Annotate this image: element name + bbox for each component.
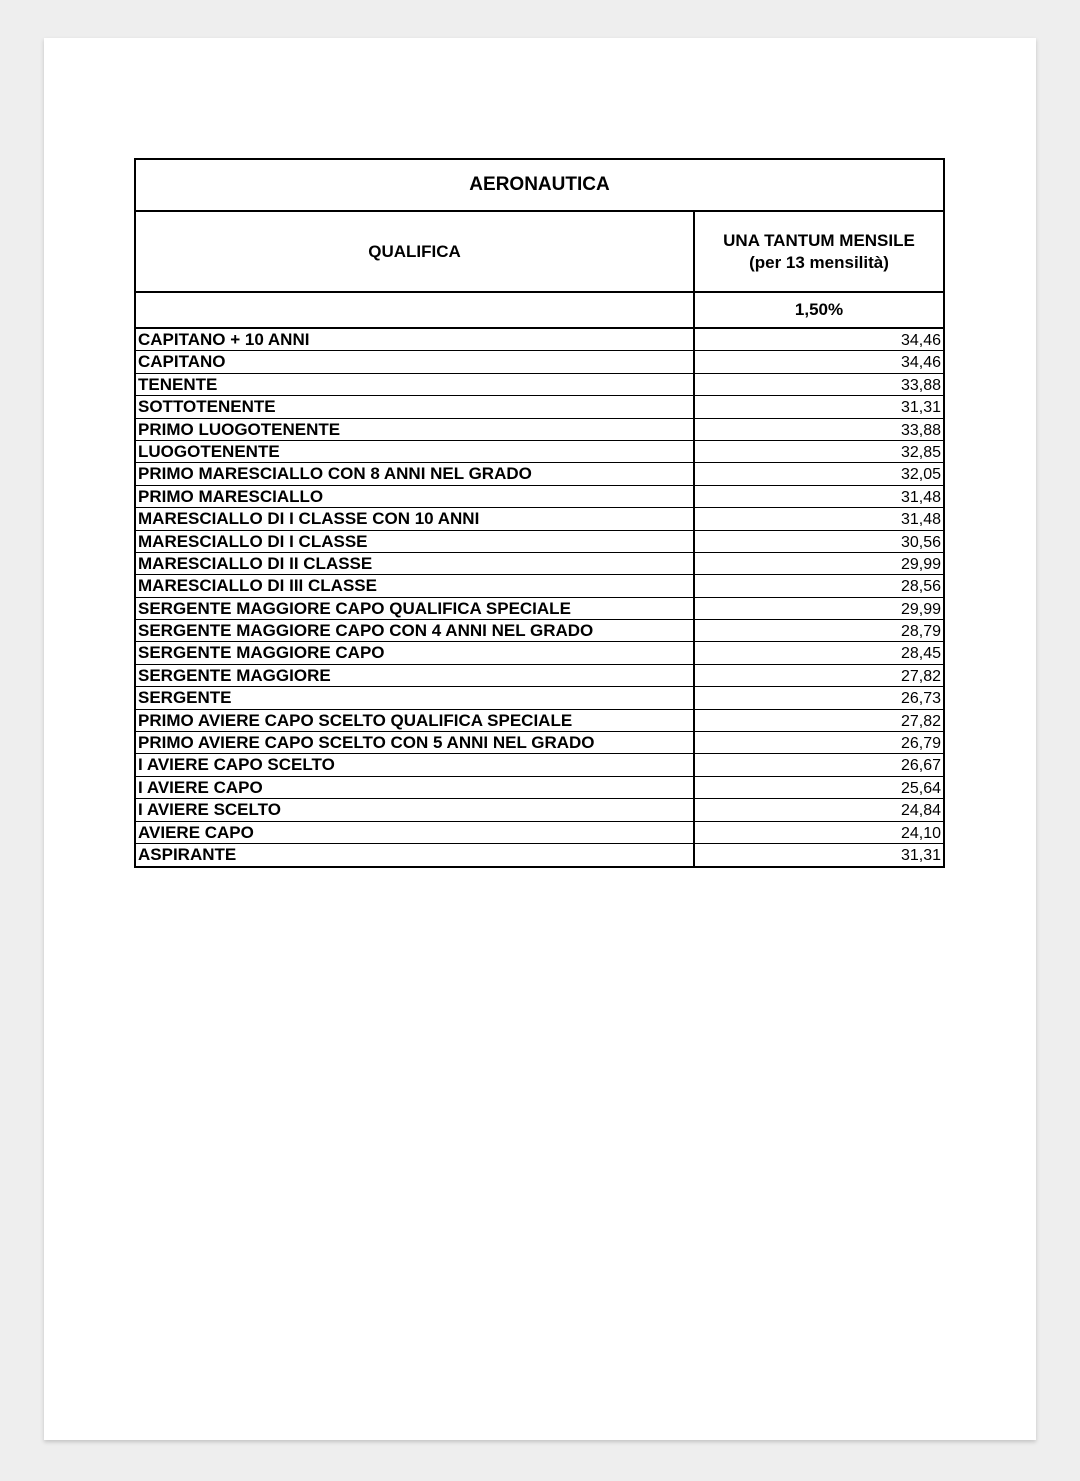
row-value: 31,31: [900, 399, 941, 417]
row-value: 28,45: [900, 645, 941, 663]
row-qualifica: PRIMO AVIERE CAPO SCELTO CON 5 ANNI NEL GRADO: [136, 732, 695, 753]
row-value: 29,99: [900, 555, 941, 573]
table-row: [136, 710, 943, 732]
row-qualifica: LUOGOTENENTE: [136, 441, 695, 462]
header-qualifica: QUALIFICA: [136, 212, 695, 291]
percentage-row-empty-cell: [136, 293, 695, 327]
row-qualifica: CAPITANO + 10 ANNI: [136, 329, 695, 350]
row-value: 33,88: [900, 421, 941, 439]
table-row: [136, 486, 943, 508]
row-qualifica: MARESCIALLO DI I CLASSE CON 10 ANNI: [136, 508, 695, 529]
row-qualifica: SERGENTE MAGGIORE: [136, 665, 695, 686]
row-value: 26,79: [900, 735, 941, 753]
table-row: [136, 351, 943, 373]
row-qualifica: ASPIRANTE: [136, 844, 695, 866]
row-value: 28,56: [900, 578, 941, 596]
row-value: 26,73: [900, 690, 941, 708]
row-qualifica: MARESCIALLO DI III CLASSE: [136, 575, 695, 596]
rank-table: [134, 158, 945, 868]
row-qualifica: SOTTOTENENTE: [136, 396, 695, 417]
table-row: [136, 799, 943, 821]
row-value: 31,48: [900, 488, 941, 506]
percentage-row: [136, 293, 943, 329]
table-row: [136, 441, 943, 463]
row-value: 34,46: [900, 332, 941, 349]
row-qualifica: PRIMO MARESCIALLO CON 8 ANNI NEL GRADO: [136, 463, 695, 484]
row-value: 26,67: [900, 757, 941, 775]
row-value: 31,31: [900, 846, 941, 864]
row-qualifica: MARESCIALLO DI II CLASSE: [136, 553, 695, 574]
table-row: [136, 329, 943, 351]
table-row: [136, 396, 943, 418]
table-row: [136, 844, 943, 866]
row-qualifica: PRIMO LUOGOTENENTE: [136, 419, 695, 440]
row-qualifica: TENENTE: [136, 374, 695, 395]
table-row: [136, 419, 943, 441]
table-header-row: [136, 212, 943, 293]
table-row: [136, 732, 943, 754]
row-qualifica: CAPITANO: [136, 351, 695, 372]
row-qualifica: PRIMO MARESCIALLO: [136, 486, 695, 507]
row-qualifica: I AVIERE CAPO: [136, 777, 695, 798]
row-value: 28,79: [900, 623, 941, 641]
row-value: 34,46: [900, 354, 941, 372]
row-qualifica: SERGENTE MAGGIORE CAPO CON 4 ANNI NEL GRADO: [136, 620, 695, 641]
row-qualifica: AVIERE CAPO: [136, 822, 695, 843]
row-qualifica: SERGENTE MAGGIORE CAPO: [136, 642, 695, 663]
table-row: [136, 642, 943, 664]
row-qualifica: PRIMO AVIERE CAPO SCELTO QUALIFICA SPECIALE: [136, 710, 695, 731]
header-amount-line1: UNA TANTUM MENSILE: [723, 230, 915, 250]
row-value: 30,56: [900, 533, 941, 551]
row-qualifica: SERGENTE MAGGIORE CAPO QUALIFICA SPECIALE: [136, 598, 695, 619]
row-qualifica: SERGENTE: [136, 687, 695, 708]
table-row: [136, 687, 943, 709]
table-row: [136, 620, 943, 642]
table-row: [136, 575, 943, 597]
table-body: [136, 329, 943, 866]
row-qualifica: MARESCIALLO DI I CLASSE: [136, 531, 695, 552]
row-value: 33,88: [900, 376, 941, 394]
table-row: [136, 598, 943, 620]
table-row: [136, 508, 943, 530]
table-row: [136, 374, 943, 396]
header-amount: [695, 212, 943, 291]
table-row: [136, 531, 943, 553]
row-value: 24,10: [900, 824, 941, 842]
row-value: 32,85: [900, 443, 941, 461]
table-title: AERONAUTICA: [136, 160, 943, 212]
header-amount-line2: (per 13 mensilità): [749, 252, 889, 272]
row-value: 25,64: [900, 779, 941, 797]
percentage-value: 1,50%: [794, 300, 844, 319]
table-row: [136, 777, 943, 799]
row-value: 24,84: [900, 802, 941, 820]
document-page: [44, 38, 1036, 1440]
row-value: 31,48: [900, 511, 941, 529]
table-row: [136, 754, 943, 776]
table-row: [136, 553, 943, 575]
table-row: [136, 463, 943, 485]
row-value: 27,82: [900, 667, 941, 685]
row-qualifica: I AVIERE CAPO SCELTO: [136, 754, 695, 775]
table-row: [136, 665, 943, 687]
row-value: 29,99: [900, 600, 941, 618]
row-qualifica: I AVIERE SCELTO: [136, 799, 695, 820]
row-value: 27,82: [900, 712, 941, 730]
table-row: [136, 822, 943, 844]
row-value: 32,05: [900, 466, 941, 484]
